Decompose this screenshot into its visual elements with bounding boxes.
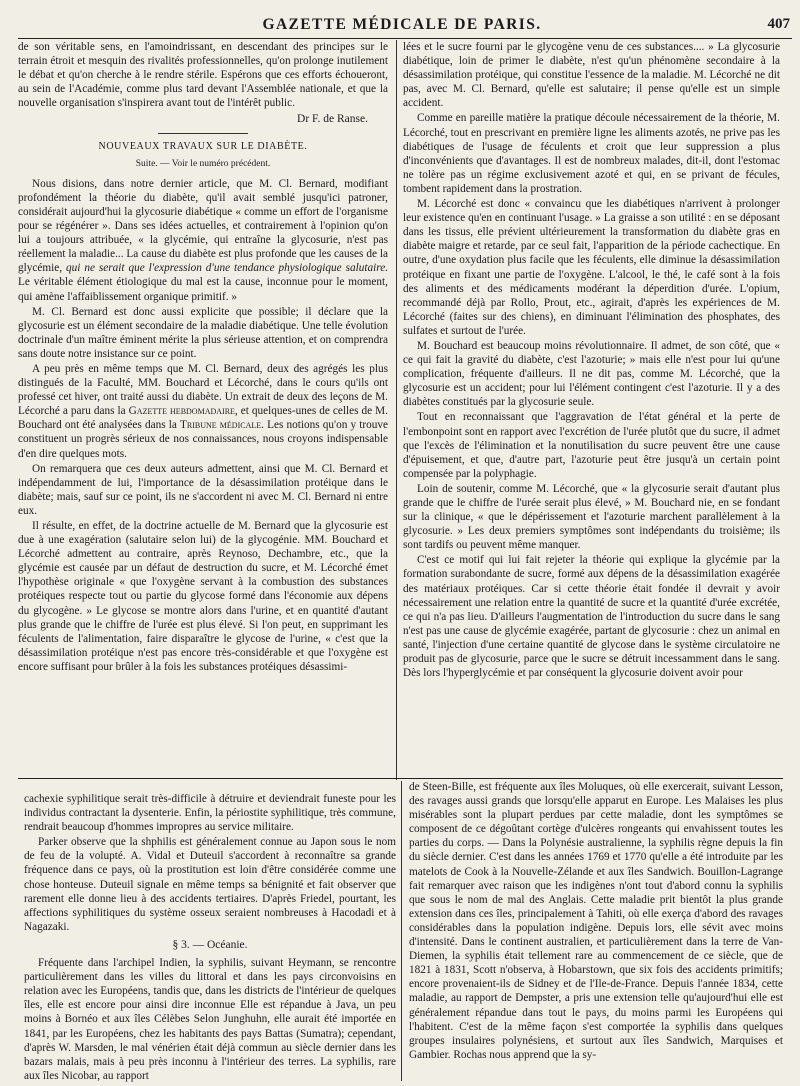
feuilleton-divider (18, 778, 783, 779)
article-title: NOUVEAUX TRAVAUX SUR LE DIABÈTE. (98, 140, 308, 152)
article-continuation-note: Suite. — Voir le numéro précédent. (135, 158, 271, 169)
paragraph: M. Cl. Bernard est donc aussi explicite que possible; il déclare que la glycosurie est un élément secondaire de la maladie diabétique. Une telle évolution doctrinale d'un maître éminent mérite la plus sérieuse attention, et on comprendra sans doute notre insistance sur ce point. (18, 305, 388, 360)
section-rule (158, 133, 248, 134)
paragraph: M. Lécorché est donc « convaincu que les diabétiques n'arrivent à prolonger leur existence qu'en en continuant l'usage. » La graisse a son utilité : en se déposant dans les tissus, elle prévient ultérieurement la transformation du diabète gras en diabète maigre et retarde, par ce seul fait, l'apparition de la période cachectique. En outre, d'une oxydation plus facile que les féculents, elle diminue la désassimilation protéique en fixant une partie de l'oxygène. L'alcool, le thé, le café sont à la fois des aliments et des médicaments modérant la déperdition d'urée. L'opium, recommandé déjà par Rollo, Prout, etc., agirait, d'après les expériences de M. Lécorché (faites sur des chiens), en diminuant l'élimination des phosphates, des sulfates et surtout de l'urée. (403, 198, 780, 337)
paragraph: Fréquente dans l'archipel Indien, la syphilis, suivant Heymann, se rencontre particulièrement dans les villes du littoral et dans les pays circonvoisins en relation avec les Européens, tandis que, dans les districts de l'intérieur de quelques îles, elle est encore pour ainsi dire inconnue Elle est répandue à Java, un peu moins à Bornéo et aux îles Célèbes Selon Junghuhn, elle aurait été importée en 1841, par les Européens, chez les habitants des pays Battas (Sumatra); cependant, d'après W. Marsden, le mal vénérien était déjà commun au siècle dernier dans les bazars malais, mais à peu près inconnu à l'intérieur des terres. La syphilis, rare aux îles Nicobar, au rapport (24, 957, 396, 1082)
journal-reference: Gazette hebdomadaire (128, 405, 235, 418)
upper-left-column (18, 40, 388, 775)
upper-right-column (403, 40, 780, 775)
feuilleton-left-column (24, 792, 396, 1082)
text-run: . Les notions qu'on y trouve constituent un progrès sérieux de nos connaissances, nous croyons indispensable d'en dire quelques mots. (18, 419, 388, 460)
paragraph (18, 177, 388, 304)
text-run: Nous disions, dans notre dernier article, que M. Cl. Bernard, modifiant profondément la théorie du diabète, qu'il avait semblé jusqu'ici patroner, considérait aujourd'hui la glycosurie diabétique « comme un effort de l'organisme pour se régénérer ». Dans ses idées actuelles, et contrairement à l'opinion qu'on lui a toujours attribuée, « la glycémie, qui entraîne la glycosurie, n'est pas réellement la maladie... La cause du diabète est plus profonde que les causes de la glycémie, (18, 177, 388, 275)
header-rule (18, 38, 792, 39)
page-number: 407 (767, 16, 790, 32)
italic-quote: qui ne serait que l'expression d'une tendance physiologique salutaire. (66, 262, 388, 275)
journal-title: GAZETTE MÉDICALE DE PARIS. (262, 16, 542, 33)
paragraph: On remarquera que ces deux auteurs admettent, ainsi que M. Cl. Bernard et indépendamment de lui, l'importance de la désassimilation protéique dans le diabète; mais, sauf sur ce point, ils ne s'accordent ni avec M. Cl. Bernard ni entre eux. (18, 462, 388, 517)
text-run: Le véritable élément étiologique du mal est la cause, inconnue pour le moment, qui amène l'affaiblissement organique primitif. » (18, 276, 388, 303)
paragraph: Tout en reconnaissant que l'aggravation de l'état général et la perte de l'embonpoint sont en rapport avec l'excrétion de l'urée plutôt que du sucre, il admet que l'excès de l'élimination et la nonutilisation du sucre peuvent être une cause d'épuisement, et que, d'autre part, l'azoturie peut être jusqu'à un certain point compensée par la polyphagie. (403, 411, 780, 480)
section-heading: § 3. — Océanie. (172, 938, 248, 951)
text-run: , et quelques-unes de celles de M. Bouchard ont été analysées dans la (18, 405, 388, 432)
paragraph: C'est ce motif qui lui fait rejeter la théorie qui explique la glycémie par la formation surabondante de sucre, formé aux dépens de la désassimilation exagérée des matériaux protéiques. Car si cette théorie était fondée il devrait y avoir nécessairement une relation entre la quantité de sucre et la quantité d'urée excrétée, ce qui n'a pas lieu. D'ailleurs l'augmentation de l'introduction du sucre dans le sang n'est pas une cause de glycémie exagérée, partant de glycosurie : chez un animal en santé, l'injection d'une certaine quantité de glycose dans le système circulatoire ne produit pas de glycosurie, parce que le sucre se détruit incessamment dans le sang. Dès lors l'hyperglycémie et par conséquent la glycosurie doivent avoir pour (403, 554, 780, 680)
feuilleton-right-column (409, 780, 783, 1082)
paragraph: cachexie syphilitique serait très-difficile à détruire et deviendrait funeste pour les individus contractant la dysenterie. Enfin, la périostite syphilitique, très commune, rendrait beaucoup d'hommes impropres au service militaire. (24, 793, 396, 834)
page-header (12, 10, 792, 36)
paragraph: Parker observe que la shphilis est généralement connue au Japon sous le nom de feu de la volupté. A. Vidal et Duteuil s'accordent à reconnaître sa grande fréquence dans ce pays, où la prostitution est loin d'être considérée comme une chose honteuse. Duteuil signale en même temps sa bénignité et fait observer que rarement elle donne lieu à des accidents tertiaires. D'après Friedel, pourtant, les affections syphilitiques du système osseux seraient nombreuses à Hacodadi et à Nagazaki. (24, 836, 396, 933)
column-divider-bottom (401, 781, 402, 1081)
author-signature: Dr F. de Ranse. (297, 113, 368, 126)
paragraph: lées et le sucre fourni par le glycogène venu de ces substances.... » La glycosurie diabétique, loin de primer le diabète, n'est qu'un phénomène secondaire à la désassimilation protéique, qui constitue l'essence de la maladie. M. Lécorché ne dit pas, avec M. Cl. Bernard, qu'elle est salutaire; il pense qu'elle est un simple accident. (403, 41, 780, 110)
paragraph: Comme en pareille matière la pratique découle nécessairement de la théorie, M. Lécorché, tout en prescrivant en première ligne les aliments azotés, ne prive pas les diabétiques de l'usage de féculents et croit que leur suppression a plus d'inconvénients que d'avantages. Il est de nombreux malades, dit-il, dont l'estomac ne tolère pas un régime exclusivement azoté et qui, en se privant de fécules, tombent rapidement dans la prostration. (403, 112, 780, 195)
paragraph: M. Bouchard est beaucoup moins révolutionnaire. Il admet, de son côté, que « ce qui fait la gravité du diabète, c'est l'azoturie; » mais elle n'est pour lui qu'une complication, fréquente d'ailleurs. Il ne dit pas, comme M. Lécorché, que la glycosurie est un accident; pour lui l'élément contingent c'est l'azoturie. Il y a des diabètes constitués par la glycosurie seule. (403, 339, 780, 409)
column-divider-top (396, 40, 397, 780)
paragraph: Loin de soutenir, comme M. Lécorché, que « la glycosurie serait d'autant plus grande que le chiffre de l'urée serait plus élevé, » M. Bouchard nie, en se fondant sur la clinique, « que le dépérissement et l'azoturie marchent parallèlement à la glycosurie. » Les deux premiers symptômes sont indépendants du troisième; ils sont tardifs ou peuvent même manquer. (403, 482, 780, 552)
paragraph: de son véritable sens, en l'amoindrissant, en descendant des principes sur le terrain étroit et mesquin des rivalités professionnelles, qu'on prolonge inutilement le débat et qu'on cherche à le rendre stérile. Espérons que ces efforts échoueront, au sein de l'Académie, comme plus tard devant l'Assemblée nationale, et que la nouvelle organisation s'inspirera avant tout de l'intérêt public. (18, 41, 388, 110)
paragraph (18, 362, 388, 461)
paragraph: Il résulte, en effet, de la doctrine actuelle de M. Bernard que la glycosurie est due à une exagération (salutaire selon lui) de la glycogénie. MM. Bouchard et Lécorché admettent au contraire, après Reynoso, Dechambre, etc., que la glycémie est causée par un défaut de destruction du sucre, et M. Lécorché émet l'hypothèse originale « que l'oxygène servant à la combustion des substances protéiques respecte tout ou partie du glycose formé dans l'économie aux dépens du glycogène. » Le glycose se montre alors dans l'urine, et en quantité d'autant plus grande que le chiffre de l'urée est plus élevé. Si l'on peut, en supprimant les féculents de l'alimentation, faire disparaître le glycose de l'urine, « c'est que la désassimilation protéique n'est pas encore très-considérable et que l'oxygène est encore suffisant pour brûler à la fois les substances protéiques désassimi- (18, 520, 388, 673)
journal-reference: Tribune médicale (180, 419, 262, 432)
paragraph: de Steen-Bille, est fréquente aux îles Moluques, où elle exercerait, suivant Lesson, des ravages aussi grands que lorsqu'elle apparut en Europe. Les Malaises les plus misérables sont la plupart perdues par cette maladie, dont les symptômes se composent de ce dégoûtant cortège d'ulcères rongeants qui envahissent toutes les parties du corps. — Dans la Polynésie australienne, la syphilis règne depuis la fin du siècle dernier. C'est dans les années 1769 et 1770 qu'elle a été introduite par les matelots de Cook à la Nouvelle-Zélande et aux îles Sandwich. Bouillon-Lagrange fait remarquer avec raison que les indigènes n'ont tout d'abord connu la syphilis que sous le nom de mal des Anglais. Cette maladie prit bientôt la plus grande extension dans ces îles, principalement à Tahiti, où elle exerça d'abord des ravages considérables dans la population indigène. Depuis lors, elle sévit avec moins d'intensité. Dans le continent australien, et particulièrement dans la terre de Van-Diemen, la syphilis était tellement rare au commencement de ce siècle, que de 1821 à 1831, Scott n'observa, à Hobarstown, que six fois des accidents primitifs; encore provenaient-ils de Sidney et de l'Ile-de-France. Depuis l'année 1834, cette maladie, au rapport de Dempster, a pris une extension telle qu'aujourd'hui elle est généralement répandue dans tout le pays, du moins parmi les Européens qui l'habitent. C'est de la même façon s'est comportée la syphilis dans quelques groupes insulaires polynésiens, et surtout aux îles Sandwich, Marquises et Gambier. Rochas nous apprend que la sy- (409, 781, 783, 1061)
text-run: A peu près en même temps que M. Cl. Bernard, deux des agrégés les plus distingués de la Faculté, MM. Bouchard et Lécorché, dans le cours qu'ils ont professé cet hiver, ont traité aussi du diabète. Un extrait de deux des leçons de M. Lécorché a paru dans la (18, 362, 388, 418)
